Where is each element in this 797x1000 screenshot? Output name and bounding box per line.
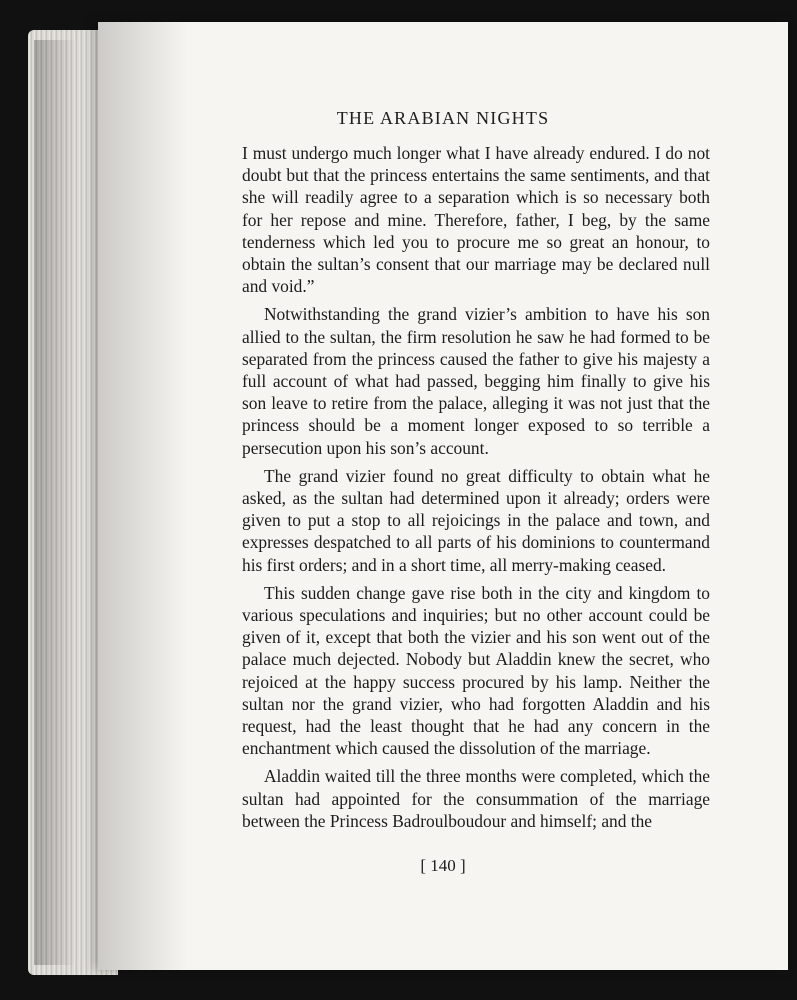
paragraph-2: Notwithstanding the grand vizier’s ambition to have his son allied to the sultan, the firm resolution he saw he had formed to be separated from the princess caused the father to give his majesty a full account of what had passed, begging him finally to give his son leave to retire from the palace, alleging it was not just that the princess should be a moment longer exposed to so terrible a persecution upon his son’s account.	[242, 304, 710, 458]
paragraph-3: The grand vizier found no great difficulty to obtain what he asked, as the sultan had determined upon it already; orders were given to put a stop to all rejoicings in the palace and town, and expresses despatched to all parts of his dominions to countermand his first orders; and in a short time, all merry-making ceased.	[242, 465, 710, 575]
paragraph-1: I must undergo much longer what I have already endured. I do not doubt but that the princess entertains the same sentiments, and that she will readily agree to a separation which is so necessary both for her repose and mine. Therefore, father, I beg, by the same tenderness which led you to procure me so great an honour, to obtain the sultan’s consent that our marriage may be declared null and void.”	[242, 143, 710, 297]
book-page	[98, 22, 788, 970]
gutter-shadow	[98, 22, 188, 970]
body-text	[242, 142, 710, 838]
running-head: THE ARABIAN NIGHTS	[336, 108, 550, 128]
paragraph-4: This sudden change gave rise both in the city and kingdom to various speculations and inquiries; but no other account could be given of it, except that both the vizier and his son went out of the palace much dejected. Nobody but Aladdin knew the secret, who rejoiced at the happy success procured by his lamp. Neither the sultan nor the grand vizier, who had forgotten Aladdin and his request, had the least thought that he had any concern in the enchantment which caused the dissolution of the marriage.	[242, 582, 710, 759]
page-edge-shadow	[34, 40, 94, 965]
page-number: [ 140 ]	[420, 856, 466, 875]
paragraph-5: Aladdin waited till the three months were completed, which the sultan had appointed for the consummation of the marriage between the Princess Badroulboudour and himself; and the	[242, 766, 710, 831]
